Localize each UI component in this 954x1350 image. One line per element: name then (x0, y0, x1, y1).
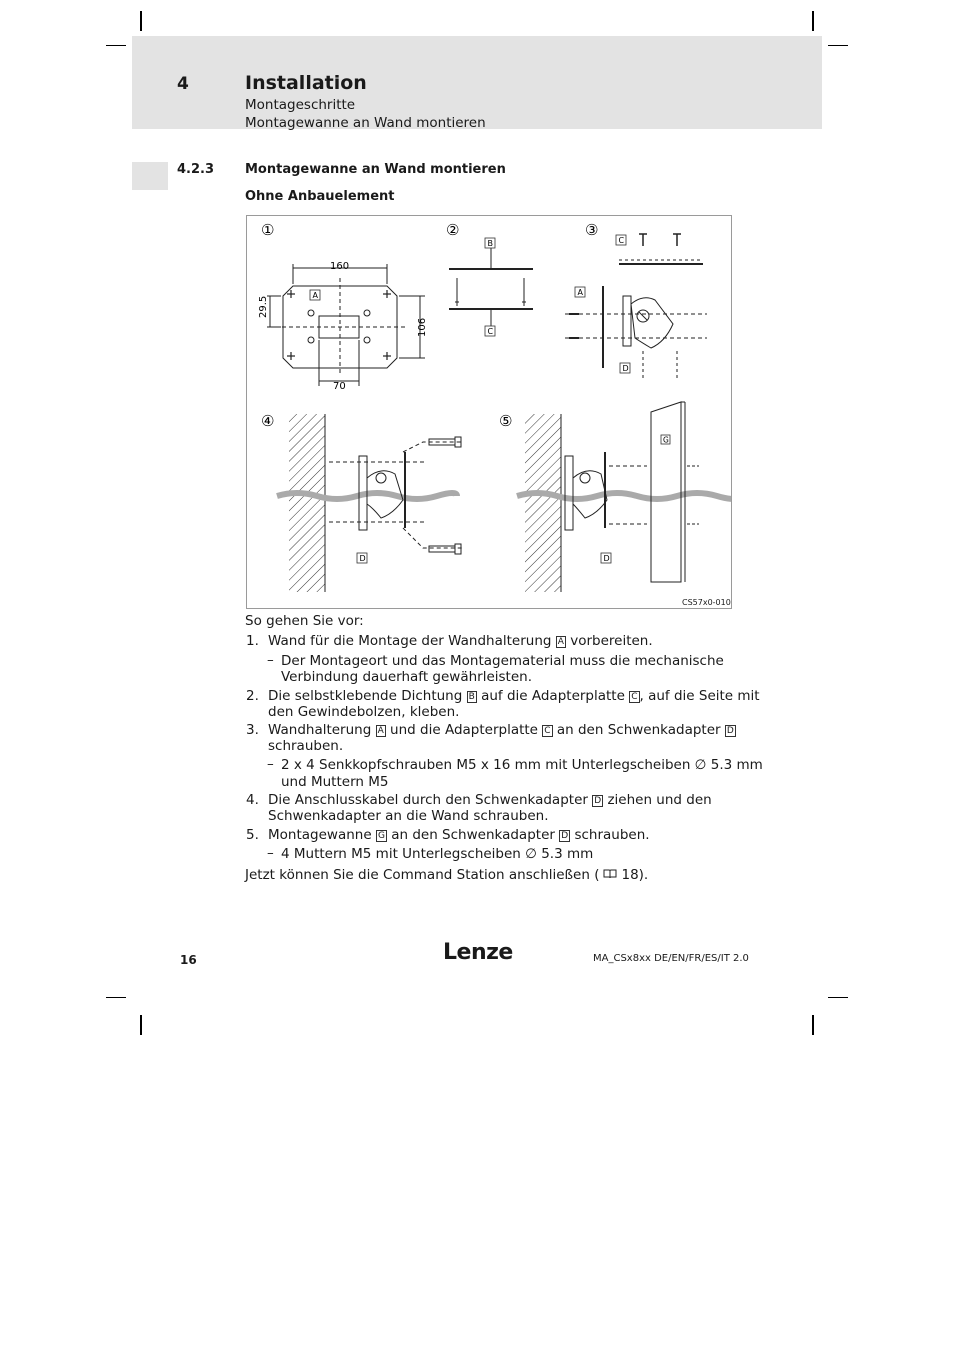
step-text: schrauben. (268, 738, 344, 754)
step-marker-1: ① (261, 221, 275, 239)
note-text: 2 x 4 Senkkopfschrauben M5 x 16 mm mit Unterlegscheiben ∅ 5.3 mm (281, 757, 763, 773)
book-icon (603, 867, 617, 877)
dimension-height-right: 106 (417, 317, 428, 337)
crop-mark (140, 1015, 142, 1035)
part-key: C (544, 726, 551, 736)
step-number: 4. (246, 792, 259, 808)
step-number: 3. (246, 722, 259, 738)
crop-mark (828, 997, 848, 998)
note-text: und Muttern M5 (281, 774, 389, 790)
part-label-g: G (663, 435, 669, 445)
part-key: D (594, 796, 602, 806)
lenze-logo: Lenze (443, 940, 513, 965)
chapter-title: Installation (245, 72, 367, 94)
part-label-d: D (622, 364, 629, 373)
crop-mark (106, 45, 126, 46)
step-marker-4: ④ (261, 412, 275, 430)
part-label-a: A (312, 291, 318, 300)
document-id: MA_CSx8xx DE/EN/FR/ES/IT 2.0 (593, 953, 749, 964)
note-text: 4 Muttern M5 mit Unterlegscheiben ∅ 5.3 mm (281, 846, 594, 862)
part-label-b: B (487, 239, 493, 248)
part-key: C (631, 692, 638, 702)
part-label-d: D (359, 554, 366, 563)
crop-mark (828, 45, 848, 46)
part-key: A (377, 726, 384, 736)
step-text: Montagewanne G an den Schwenkadapter D schrauben. (268, 827, 650, 843)
part-key: D (561, 831, 569, 841)
mounting-figure (246, 215, 732, 609)
dimension-bottom: 70 (333, 381, 346, 392)
note-dash: – (267, 845, 274, 861)
part-label-c: C (618, 236, 625, 245)
part-key: A (557, 637, 564, 647)
section-tab (132, 162, 168, 190)
part-label-d: D (603, 554, 610, 563)
figure-code: CS57x0-010 (682, 598, 731, 607)
wall-mounting-drawing (277, 414, 463, 592)
section-title: Montagewanne an Wand montieren (245, 162, 506, 177)
step-number: 2. (246, 688, 259, 704)
step-text: Wandhalterung A und die Adapterplatte C an den Schwenkadapter D (268, 722, 734, 738)
part-key: G (377, 831, 385, 841)
part-label-c: C (487, 327, 494, 336)
crop-mark (812, 11, 814, 31)
step-text: den Gewindebolzen, kleben. (268, 704, 460, 720)
dimension-height-left: 29.5 (258, 295, 269, 318)
wall-bracket-drawing (267, 264, 425, 386)
tray-mounting-drawing (517, 402, 731, 592)
step-marker-5: ⑤ (499, 412, 513, 430)
note-dash: – (267, 756, 274, 772)
instructions-intro: So gehen Sie vor: (245, 613, 364, 629)
part-label-a: A (577, 288, 583, 297)
note-dash: – (267, 652, 274, 668)
step-text: Schwenkadapter an die Wand schrauben. (268, 808, 549, 824)
part-key: D (726, 726, 734, 736)
part-key: B (468, 692, 475, 702)
crop-mark (140, 11, 142, 31)
crop-mark (106, 997, 126, 998)
section-number: 4.2.3 (177, 162, 215, 177)
chapter-number: 4 (177, 74, 189, 94)
subsection-heading: Ohne Anbauelement (245, 189, 395, 204)
dimension-width: 160 (330, 261, 350, 272)
header-subtitle: Montagewanne an Wand montieren (245, 115, 486, 131)
step-marker-3: ③ (585, 221, 599, 239)
note-text: Der Montageort und das Montagematerial muss die mechanische (281, 653, 724, 669)
step-number: 5. (246, 827, 259, 843)
swivel-adapter-drawing (565, 234, 707, 378)
closing-text: Jetzt können Sie die Command Station anschließen ( 18). (245, 867, 649, 883)
crop-mark (812, 1015, 814, 1035)
header-subtitle: Montageschritte (245, 97, 356, 113)
mounting-diagram (247, 216, 731, 608)
page-number: 16 (180, 953, 197, 967)
step-text: Die selbstklebende Dichtung B auf die Adapterplatte C , auf die Seite mit (268, 688, 760, 704)
step-marker-2: ② (446, 221, 460, 239)
note-text: Verbindung dauerhaft gewährleisten. (281, 669, 532, 685)
step-text: Wand für die Montage der Wandhalterung A vorbereiten. (268, 633, 653, 649)
step-number: 1. (246, 633, 259, 649)
step-text: Die Anschlusskabel durch den Schwenkadapter D ziehen und den (268, 792, 712, 808)
gasket-adapter-drawing (449, 248, 533, 326)
